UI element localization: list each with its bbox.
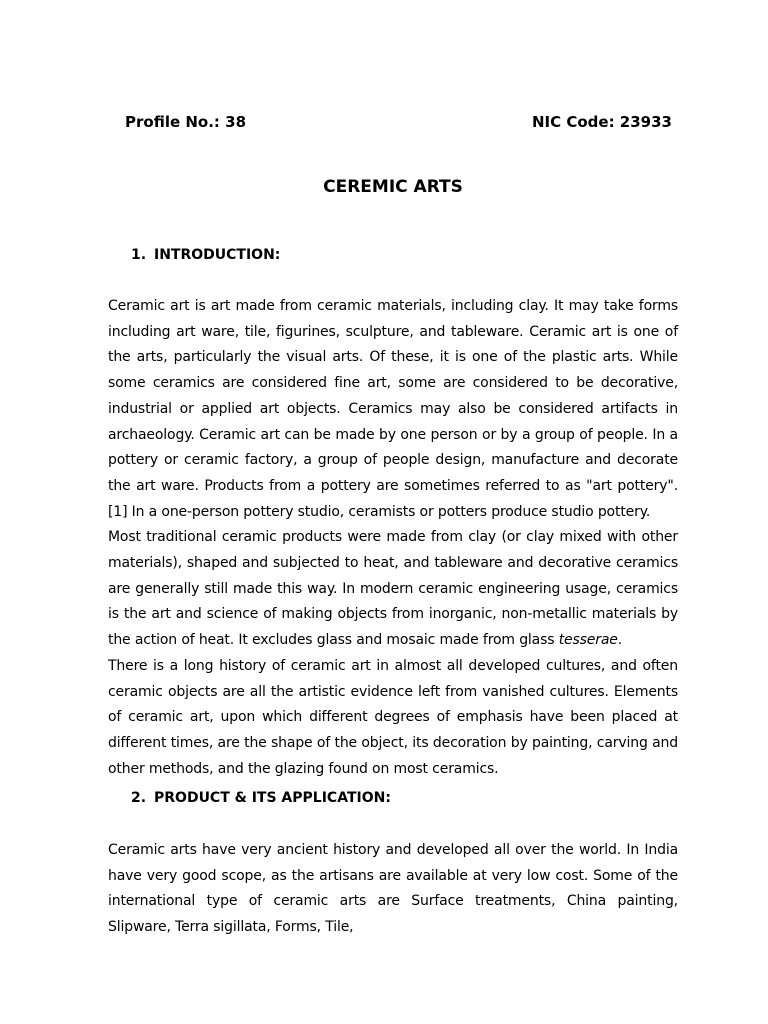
paragraph-tail: .	[617, 632, 623, 649]
profile-number: Profile No.: 38	[125, 113, 247, 131]
paragraph	[108, 525, 678, 654]
section-number: 1.	[131, 247, 147, 263]
paragraph: Ceramic art is art made from ceramic materials, including clay. It may take forms including art ware, tile, figurines, sculpture, and tableware. Ceramic art is one of the arts, particularly the visual arts. Of these, it is one of the plastic arts. While some ceramics are considered fine art, some are considered to be decorative, industrial or applied art objects. Ceramics may also be considered artifacts in archaeology. Ceramic art can be made by one person or by a group of people. In a pottery or ceramic factory, a group of people design, manufacture and decorate the art ware. Products from a pottery are sometimes referred to as "art pottery".[1] In a one-person pottery studio, ceramists or potters produce studio pottery.	[108, 298, 678, 520]
section-heading-introduction	[131, 246, 280, 264]
section-title: PRODUCT & ITS APPLICATION:	[154, 790, 391, 806]
paragraph: There is a long history of ceramic art in almost all developed cultures, and often ceramic objects are all the artistic evidence left from vanished cultures. Elements of ceramic art, upon which different degrees of emphasis have been placed at different times, are the shape of the object, its decoration by painting, carving and other methods, and the glazing found on most ceramics.	[108, 657, 678, 777]
section-heading-product	[131, 789, 391, 807]
introduction-body	[108, 294, 678, 782]
section-number: 2.	[131, 790, 147, 806]
paragraph-text: Most traditional ceramic products were made from clay (or clay mixed with other materials), shaped and subjected to heat, and tableware and decorative ceramics are generally still made this way. In modern ceramic engineering usage, ceramics is the art and science of making objects from inorganic, non-metallic materials by the action of heat. It excludes glass and mosaic made from glass	[108, 529, 678, 649]
nic-code: NIC Code: 23933	[532, 113, 672, 131]
section-title: INTRODUCTION:	[154, 247, 281, 263]
document-title: CEREMIC ARTS	[323, 177, 463, 197]
paragraph: Ceramic arts have very ancient history and developed all over the world. In India have very good scope, as the artisans are available at very low cost. Some of the international type of ceramic arts are Surface treatments, China painting, Slipware, Terra sigillata, Forms, Tile,	[108, 842, 678, 936]
italic-term: tesserae	[558, 632, 618, 649]
product-body	[108, 838, 678, 941]
